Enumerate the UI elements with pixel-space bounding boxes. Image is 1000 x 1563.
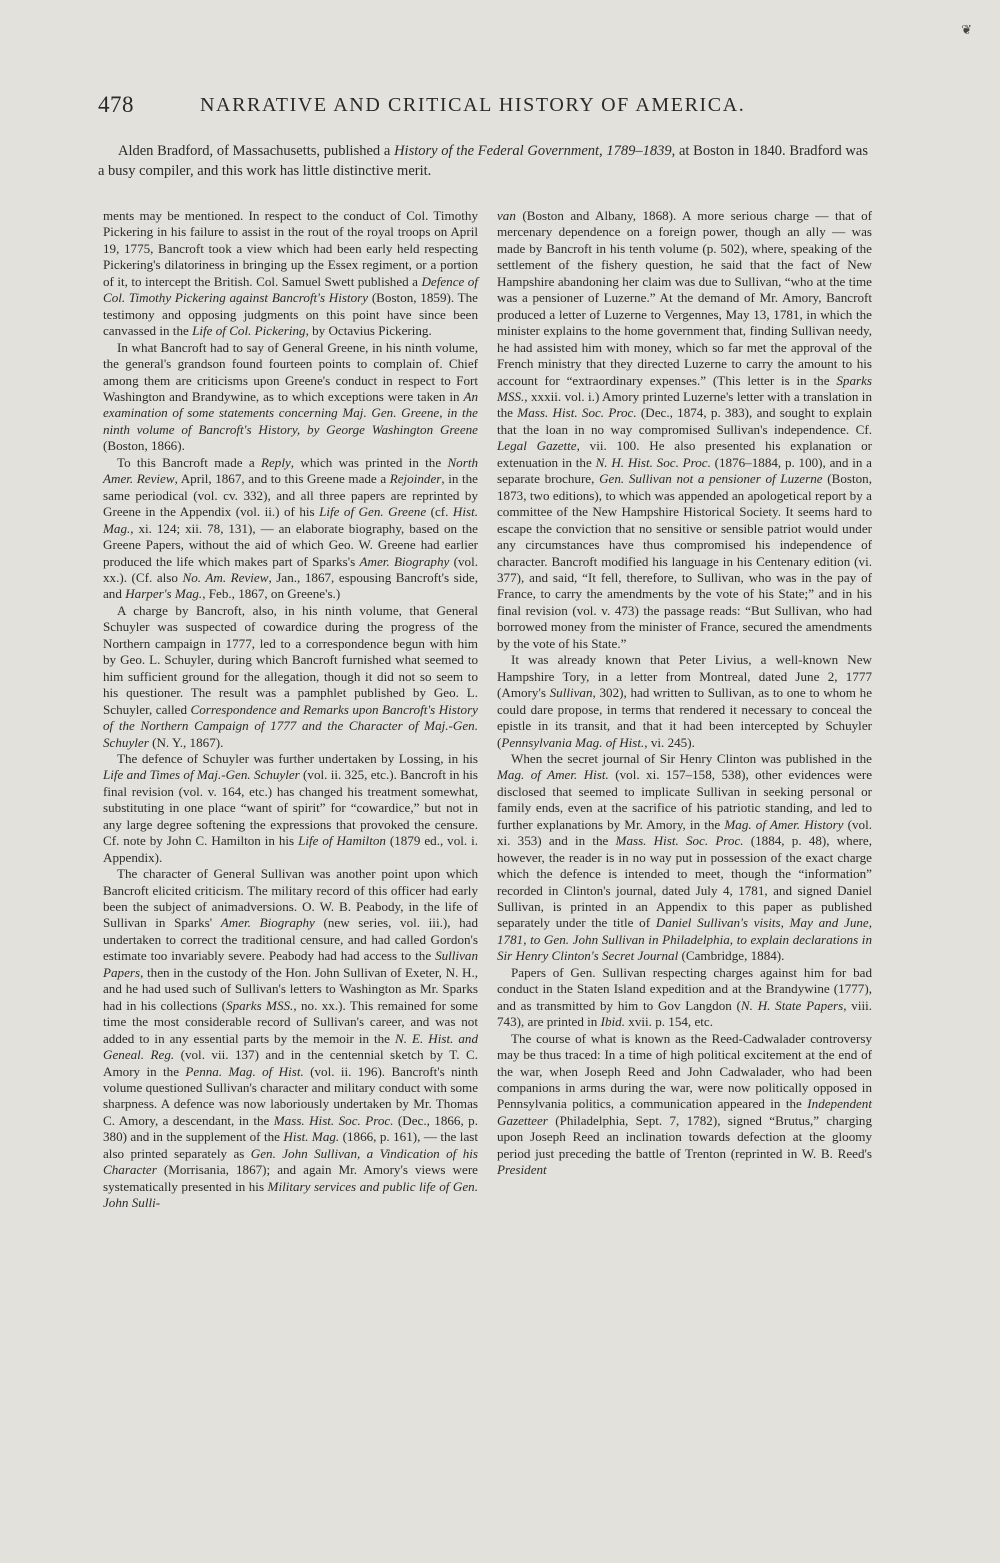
text-run: , xxxii. vol. i.) Amory printed Luzerne's letter with a translation in the [497,388,872,421]
text-run: It was already known that Peter Livius, a well-known New Hampshire Tory, in a letter from Montreal, dated June 2, 1777 (Amory's [497,652,872,701]
text-run: (vol. xi. 353) and in the [497,816,873,849]
italic-title: Daniel Sullivan's visits, May and June, 1781, to Gen. John Sullivan in Philadelphia, to explain declarations in Sir Henry Clinton's Secret Journal [497,915,872,964]
paragraph [497,208,872,652]
italic-title: Military services and public life of Gen. John Sulli- [103,1178,478,1211]
text-run: ments may be mentioned. In respect to the conduct of Col. Timothy Pickering in his failure to assist in the rout of the royal troops on April 19, 1775, Bancroft took a view which had been early held respecting Pickering's dilatoriness in bringing up the Essex regiment, or a portion of it, to intercept the British. Col. Samuel Swett published a [103,208,478,289]
text-run: , no. xx.). This remained for some time the most considerable record of Sullivan's career, and was not added to in any essential parts by the memoir in the [103,997,478,1046]
text-run: (vol. vii. 137) and in the centennial sketch by T. C. Amory in the [103,1047,478,1079]
text-run: (Cambridge, 1884). [678,948,785,964]
text-run: (1884, p. 48), where, however, the reader is in no way put in possession of the exact charge which the defence is intended to meet, though the “information” recorded in Clinton's journal, dated July 4, 1781, and signed Daniel Sullivan, is printed in an Appendix to this paper as published separately under the title of [497,833,872,931]
text-run: (N. Y., 1867). [148,734,224,750]
text-run: Papers of Gen. Sullivan respecting charges against him for bad conduct in the Staten Island expedition and at the Brandywine (1777), and as transmitted by him to Gov Langdon ( [497,964,872,1013]
paragraph [497,965,872,1031]
italic-title: No. Am. Review [182,569,269,585]
text-run: , in the same periodical (vol. cv. 332), and all three papers are reprinted by Greene in the Appendix (vol. ii.) of his [103,471,478,520]
italic-title: President [497,1162,547,1178]
paragraph [103,603,478,751]
italic-title: Pennsylvania Mag. of Hist. [501,734,645,750]
italic-title: Hist. Mag. [283,1129,340,1145]
text-run: , by Octavius Pickering. [305,323,432,339]
italic-title: Hist. Mag. [103,504,479,536]
text-run: (1876–1884, p. 100), and in a separate brochure, [497,454,872,487]
text-run: A charge by Bancroft, also, in his ninth volume, that General Schuyler was suspected of cowardice during the progress of the Northern campaign in 1777, led to a correspondence begun with him by Geo. L. Schuyler, during which Bancroft furnished what seemed to him sufficient ground for the allegation, though it did not so seem to his questioner. The result was a pamphlet published by Geo. L. Schuyler, called [103,602,478,717]
italic-title: Sullivan Papers [103,948,478,980]
paragraph [103,208,478,340]
text-run: (Boston, 1859). The testimony and opposing judgments on this point have since been canvassed in the [103,290,478,339]
text-run: , viii. 743), are printed in [497,997,873,1030]
italic-title: Amer. Biography [220,915,315,931]
text-run: (vol. ii. 196). Bancroft's ninth volume questioned Sullivan's character and military conduct with some sharpness. A defence was now laboriously undertaken by Mr. Thomas C. Amory, a descendant, in the [103,1063,478,1128]
text-run: , xi. 124; xii. 78, 131), — an elaborate biography, based on the Greene Papers, without the aid of which Geo. W. Greene had earlier produced the life which makes part of Sparks's [103,520,478,569]
italic-title: Mass. Hist. Soc. Proc. [273,1112,394,1128]
paragraph [497,751,872,965]
text-run: (Boston and Albany, 1868). A more serious charge — that of mercenary dependence on a foreign power, though an ally — was made by Bancroft in his tenth volume (p. 502), where, speaking of the settlement of the fishery question, he said that the fact of New Hampshire abandoning her claim was due to Sullivan, “who at the time was a pensioner of Luzerne.” At the demand of Mr. Amory, Bancroft produced a letter of Luzerne to Vergennes, May 13, 1781, in which the minister explains to the home government that, finding Sullivan needy, he had assisted him with money, which so far met the approval of the French ministry that they directed Luzerne to carry the amount to his account for “extraordinary expenses.” (This letter is in the [497,208,872,388]
text-run: Alden Bradford, of Massachusetts, published a [118,143,395,159]
italic-title: Life of Col. Pickering [192,323,306,339]
italic-title: Life of Hamilton [298,833,386,849]
italic-title: N. E. Hist. and Geneal. Reg. [103,1030,478,1063]
italic-title: Sparks MSS. [226,997,294,1013]
paragraph [103,751,478,866]
italic-title: Correspondence and Remarks upon Bancroft's History of the Northern Campaign of 1777 and the Character of Maj.-Gen. Schuyler [103,701,478,750]
italic-title: Gen. John Sullivan, a Vindication of his Character [103,1145,478,1178]
text-run: In what Bancroft had to say of General Greene, in his ninth volume, the general's grandson found fourteen points to complain of. Chief among them are criticisms upon Greene's conduct in respect to Fort Washington and Brandywine, as to which exceptions were taken in [103,339,478,404]
text-run: (1879 ed., vol. i. Appendix). [103,833,478,865]
text-run: , which was printed in the [290,454,448,470]
italic-title: Sullivan [549,685,593,701]
running-title: NARRATIVE AND CRITICAL HISTORY OF AMERICA. [200,94,746,116]
page-number: 478 [98,92,134,117]
text-run: , vii. 100. He also presented his explanation or extenuation in the [497,438,872,470]
paragraph [497,1031,872,1179]
text-run: The course of what is known as the Reed-Cadwalader controversy may be thus traced: In a time of high political excitement at the end of the war, when Joseph Reed and John Cadwalader, who had been companions in arms during the war, were now politically opposed in Pennsylvania politics, a communication appeared in the [497,1030,872,1112]
text-run: (new series, vol. iii.), had undertaken to correct the traditional censure, and had called Gordon's estimate too invariably severe. Peabody had had access to the [103,915,479,964]
text-run: The character of General Sullivan was another point upon which Bancroft elicited criticism. The military record of this officer had early been the subject of animadversions. O. W. B. Peabody, in the life of Sullivan in Sparks' [103,866,478,931]
text-run: (cf. [426,504,453,520]
text-run: , at Boston in 1840. Bradford was a busy compiler, and this work has little distinctive merit. [98,143,868,179]
text-run: (Philadelphia, Sept. 7, 1782), signed “Brutus,” charging upon Joseph Reed an inclination towards defection at the gloomy period just preceding the battle of Trenton (reprinted in W. B. Reed's [497,1112,872,1161]
text-run: (vol. xx.). (Cf. also [103,553,478,585]
text-run: (1866, p. 161), — the last also printed separately as [103,1129,478,1161]
text-run: The defence of Schuyler was further undertaken by Lossing, in his [117,750,478,766]
italic-title: Defence of Col. Timothy Pickering against Bancroft's History [103,273,478,306]
text-run: , 302), had written to Sullivan, as to one to whom he could dare propose, in terms that rendered it necessary to conceal the epistle in its transit, and that it had been intercepted by Schuyler ( [497,685,873,750]
italic-title: Ibid. [600,1014,625,1030]
text-run: , April, 1867, and to this Greene made a [174,471,390,487]
italic-title: Life and Times of Maj.-Gen. Schuyler [103,767,300,783]
text-run: (Morrisania, 1867); and again Mr. Amory's views were systematically presented in his [103,1162,478,1194]
italic-title: North Amer. Review [103,454,478,487]
text-run: , Feb., 1867, on Greene's.) [202,586,341,602]
text-run: (vol. ii. 325, etc.). Bancroft in his final revision (vol. v. 164, etc.) has changed his treatment somewhat, substituting in one place “want of spirit” for “cowardice,” but not in any large degree softening the expressions that provoked the censure. Cf. note by John C. Hamilton in his [103,767,479,849]
corner-mark: ❦ [961,22,972,37]
italic-title: Independent Gazetteer [497,1096,872,1128]
text-run: When the secret journal of Sir Henry Clinton was published in the [511,750,872,766]
italic-title: Life of Gen. Greene [319,504,427,520]
italic-title: An examination of some statements concerning Maj. Gen. Greene, in the ninth volume of Bancroft's History, by George Washington Greene [103,388,478,437]
text-run: , Jan., 1867, espousing Bancroft's side, and [103,569,478,602]
italic-title: Reply [260,454,291,470]
italic-title: Penna. Mag. of Hist. [185,1063,304,1079]
text-run: (Dec., 1874, p. 383), and sought to explain that the loan in no way compromised Sullivan's independence. Cf. [497,405,873,437]
italic-title: Sparks MSS. [497,372,872,404]
italic-title: Rejoinder [389,471,442,487]
italic-title: History of the Federal Government, 1789–1839 [394,143,672,159]
italic-title: Mag. of Amer. Hist. [497,767,609,783]
paragraph [103,455,478,603]
italic-title: Mass. Hist. Soc. Proc. [517,405,637,421]
paragraph [103,340,478,455]
paragraph [497,652,872,751]
text-run: To this Bancroft made a [117,454,261,470]
italic-title: van [497,208,516,223]
running-head [98,92,902,126]
right-column [497,208,872,1179]
text-run: (Dec., 1866, p. 380) and in the supplement of the [103,1112,478,1145]
text-run: (vol. xi. 157–158, 538), other evidences were disclosed that seemed to implicate Sullivan in seeking personal or family ends, even at the sacrifice of his patriotic standing, and led to further explanations by Mr. Amory, in the [497,767,873,832]
italic-title: Harper's Mag. [125,586,203,602]
italic-title: N. H. Hist. Soc. Proc. [595,454,711,470]
italic-title: N. H. State Papers [740,997,844,1013]
text-run: (Boston, 1873, two editions), to which was appended an apologetical report by a committee of the New Hampshire Historical Society. It seems hard to escape the conviction that no sensitive or sensible patriot would under any circumstances have thus compromised his independence of character. Bancroft modified his language in his Centenary edition (vi. 377), and said, “It fell, therefore, to Sullivan, who was in the pay of France, to carry the amendments by the vote of his State;” and in his final revision (vol. v. 473) the passage reads: “But Sullivan, who had borrowed money from the minister of France, secured the amendments by the vote of his State.” [497,471,872,651]
italic-title: Legal Gazette [497,438,577,454]
text-run: (Boston, 1866). [103,438,185,454]
text-run: , then in the custody of the Hon. John Sullivan of Exeter, N. H., and he had used such of Sullivan's letters to Washington as Mr. Sparks had in his collections ( [103,964,478,1013]
text-run: xvii. p. 154, etc. [625,1014,714,1030]
italic-title: Gen. Sullivan not a pensioner of Luzerne [599,471,823,487]
left-column [103,208,478,1212]
italic-title: Mag. of Amer. History [724,816,844,832]
italic-title: Mass. Hist. Soc. Proc. [615,833,744,849]
paragraph [103,866,478,1212]
italic-title: Amer. Biography [359,553,450,569]
text-run: , vi. 245). [644,734,695,750]
intro-paragraph [98,141,868,181]
